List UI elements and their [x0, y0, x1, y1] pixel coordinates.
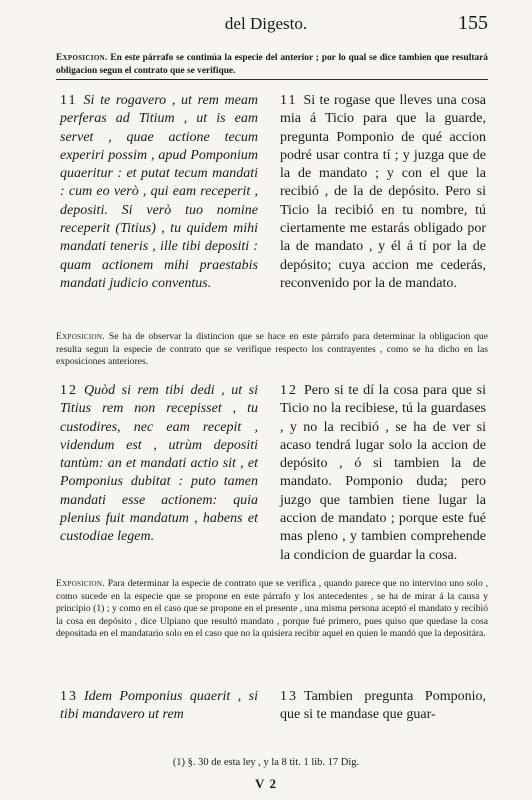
- section-rule: [56, 79, 488, 80]
- section-13-spanish: [280, 688, 486, 725]
- section-12-number: 12: [60, 383, 78, 398]
- section-12-latin-text: Quòd si rem tibi dedi , ut si Titius rem non recepisset , tu custodires, nec eam recepit , videndum est , utrùm depositi tantùm: an et mandati actio sit , et Pomponius dubitat : puto tamen mandati esse actionem: quia plenius fuit mandatum , habens et custodiae legem.: [60, 383, 258, 545]
- section-12-number-es: 12: [280, 383, 298, 398]
- section-11-number: 11: [60, 93, 78, 108]
- section-13-spanish-text: Tambien pregunta Pomponio, que si te mandase que guar-: [280, 689, 486, 723]
- footnote: (1) §. 30 de esta ley , y la 8 tit. 1 lib. 17 Dig.: [172, 757, 360, 768]
- exposition-1-lead: Exposicion.: [56, 53, 108, 63]
- exposition-1-text: En este párrafo se continúa la especie del anterior ; por lo qual se dice tambien que resultará obligacion segun el contrato que se verifique.: [56, 53, 488, 76]
- exposition-2-text: Se ha de observar la distincion que se hace en este párrafo para determinar la obligacion que resulta segun la especie de contrato que se verifique respecto los contrayentes , como se ha dicho en las exposiciones anteriores.: [56, 331, 488, 368]
- exposition-3-text: Para determinar la especie de contrato que se verifica , quando parece que no intervino uno solo , como sucede en la especie que se propone en este párrafo y los antecedentes , se ha de mirar á la causa y principio (1) ; y como en el caso que se propone en el presente , una misma persona aceptó el mandato y recibió la cosa en depósito , dice Ulpiano que resultó mandato , porque fué primero, pues quiso que quedase la cosa depositada en el mandatario solo en el caso que no la quisiera recibir aquel en quien le mandó que la depositára.: [56, 578, 488, 640]
- section-13-latin-text: Idem Pomponius quaerit , si tibi mandavero ut rem: [60, 689, 258, 723]
- section-11-spanish-text: Si te rogase que lleves una cosa mia á Ticio para que la guarde, pregunta Pomponio de qué accion podré usar contra tí ; y juzga que de la de mandato ; y con el que la recibió , de la de depósito. Pero si Ticio la recibió en tu nombre, tú ciertamente me estarás obligado por la de mandato , y él á tí por la de depósito; cuya accion me cederás, reconvenido por la de mandato.: [280, 93, 486, 291]
- exposition-3-lead: Exposicion.: [56, 578, 105, 589]
- section-12-latin: [60, 382, 258, 547]
- section-11-spanish: [280, 92, 486, 293]
- section-12-spanish-text: Pero si te dí la cosa para que si Ticio no la recibiese, tú la guardases , y no la recibió , se ha de ver si acaso tendrá lugar solo la accion de depósito , ó si tambien la de mandato. Pomponio duda; pero juzgo que tambien tiene lugar la accion de mandato ; porque este fué mas pleno , y tambien comprehende la condicion de guardar la cosa.: [280, 383, 486, 563]
- exposition-3: [56, 578, 488, 641]
- running-title: del Digesto.: [224, 14, 308, 33]
- section-13-latin: [60, 688, 258, 725]
- section-13-number-es: 13: [280, 689, 298, 704]
- section-11-latin: [60, 92, 258, 293]
- page-number: 155: [458, 12, 488, 34]
- section-12-spanish: [280, 382, 486, 565]
- running-head: [0, 14, 532, 40]
- exposition-2: [56, 331, 488, 369]
- exposition-1: [56, 52, 488, 77]
- section-13-number: 13: [60, 689, 78, 704]
- section-11-number-es: 11: [280, 93, 298, 108]
- section-11-latin-text: Si te rogavero , ut rem meam perferas ad Titium , ut is eam servet , quae actione tecum experiri possim , apud Pomponium quaeritur : et putat tecum mandati : cum eo verò , qui eam receperit , depositi. Si verò tuo nomine receperit (Titius) , tu quidem mihi mandati teneris , ille tibi depositi : quam actionem mihi praestabis mandati judicio conventus.: [60, 93, 258, 291]
- signature-mark: V 2: [255, 776, 277, 791]
- exposition-2-lead: Exposicion.: [56, 331, 105, 342]
